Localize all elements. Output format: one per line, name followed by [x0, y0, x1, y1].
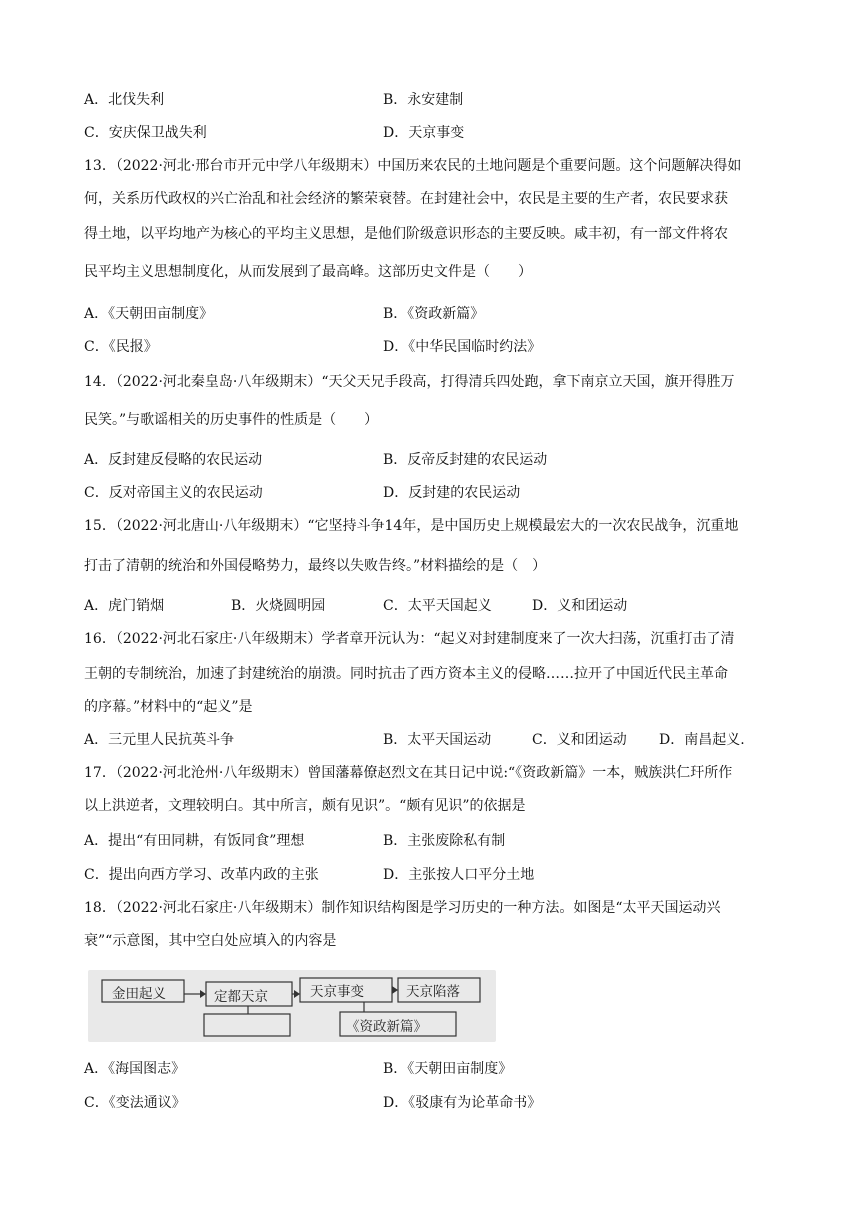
- q16-option-d[interactable]: D．南昌起义.: [659, 732, 745, 748]
- q17-stem-line-1: 17．（2022·河北沧州·八年级期末）曾国藩幕僚赵烈文在其日记中说:“《资政新篇》一本，贼族洪仁玕所作: [84, 765, 733, 781]
- q12-option-d[interactable]: D．天京事变: [383, 125, 465, 141]
- q13-option-b[interactable]: B．《资政新篇》: [383, 306, 485, 322]
- diagram-blank-box: [204, 1014, 290, 1036]
- q16-option-a[interactable]: A．三元里人民抗英斗争: [84, 732, 235, 748]
- q12-option-a[interactable]: A．北伐失利: [84, 92, 165, 108]
- q12-option-c[interactable]: C．安庆保卫战失利: [84, 125, 207, 141]
- q17-stem-line-2: 以上洪逆者，文理较明白。其中所言，颇有见识”。“颇有见识”的依据是: [84, 798, 526, 814]
- q16-option-b[interactable]: B．太平天国运动: [383, 732, 492, 748]
- q14-option-c[interactable]: C．反对帝国主义的农民运动: [84, 485, 263, 501]
- diagram-label-zizheng: 《资政新篇》: [346, 1019, 427, 1035]
- q17-options-row-2: [84, 865, 784, 885]
- q14-options-row-1: [84, 450, 784, 470]
- diagram-arrowhead-2: [294, 990, 300, 998]
- q14-option-d[interactable]: D．反封建的农民运动: [383, 485, 521, 501]
- q15-option-b[interactable]: B．火烧圆明园: [231, 598, 326, 614]
- q17-option-a[interactable]: A．提出“有田同耕，有饭同食”理想: [84, 833, 305, 849]
- diagram-label-dingdu: 定都天京: [214, 989, 268, 1005]
- q17-option-d[interactable]: D．主张按人口平分土地: [383, 867, 535, 883]
- q13-options-row-1: [84, 304, 784, 324]
- q13-option-a[interactable]: A．《天朝田亩制度》: [84, 306, 214, 322]
- q15-option-c[interactable]: C．太平天国起义: [383, 598, 492, 614]
- q14-options-row-2: [84, 483, 784, 503]
- q16-options-row: [84, 730, 784, 750]
- diagram-label-jintian: 金田起义: [112, 986, 166, 1002]
- q18-option-b[interactable]: B．《天朝田亩制度》: [383, 1061, 513, 1077]
- q12-options-row-2: [84, 123, 784, 143]
- q13-stem-line-2: 何，关系历代政权的兴亡治乱和社会经济的繁荣衰替。在封建社会中，农民是主要的生产者，农民要求获: [84, 191, 728, 207]
- q13-options-row-2: [84, 337, 784, 357]
- diagram-label-shibian: 天京事变: [310, 984, 364, 1000]
- diagram-label-xianluo: 天京陷落: [406, 984, 460, 1000]
- q15-option-d[interactable]: D．义和团运动: [532, 598, 628, 614]
- q13-stem-line-1: 13．（2022·河北·邢台市开元中学八年级期末）中国历来农民的土地问题是个重要问题。这个问题解决得如: [84, 158, 742, 174]
- q18-option-d[interactable]: D．《驳康有为论革命书》: [383, 1095, 542, 1111]
- q18-options-row-2: [84, 1093, 784, 1113]
- q12-options-row-1: [84, 90, 784, 110]
- q15-stem-line-1: 15．（2022·河北唐山·八年级期末）“它坚持斗争14年，是中国历史上规模最宏大的一次农民战争，沉重地: [84, 518, 739, 534]
- q16-stem-line-3: 的序幕。”材料中的“起义”是: [84, 699, 253, 715]
- q15-options-row: [84, 596, 784, 616]
- q18-option-c[interactable]: C．《变法通议》: [84, 1095, 186, 1111]
- q17-option-c[interactable]: C．提出向西方学习、改革内政的主张: [84, 867, 319, 883]
- q17-option-b[interactable]: B．主张废除私有制: [383, 833, 506, 849]
- q16-stem-line-2: 王朝的专制统治，加速了封建统治的崩溃。同时抗击了西方资本主义的侵略……拉开了中国近代民主革命: [84, 666, 728, 682]
- diagram-arrowhead-3: [392, 986, 398, 994]
- q13-stem-line-4: 民平均主义思想制度化，从而发展到了最高峰。这部历史文件是（ ）: [84, 264, 532, 280]
- q14-stem-line-1: 14．（2022·河北秦皇岛·八年级期末）“天父天兄手段高，打得清兵四处跑，拿下南京立天国，旗开得胜万: [84, 374, 735, 390]
- q13-stem-line-3: 得土地，以平均地产为核心的平均主义思想，是他们阶级意识形态的主要反映。咸丰初，有一部文件将农: [84, 226, 728, 242]
- q15-stem-line-2: 打击了清朝的统治和外国侵略势力，最终以失败告终。”材料描绘的是（ ）: [84, 558, 547, 574]
- q14-stem-line-2: 民笑。”与歌谣相关的历史事件的性质是（ ）: [84, 412, 379, 428]
- knowledge-structure-diagram: [88, 970, 496, 1042]
- q15-option-a[interactable]: A．虎门销烟: [84, 598, 165, 614]
- q18-stem-line-1: 18．（2022·河北石家庄·八年级期末）制作知识结构图是学习历史的一种方法。如图是“太平天国运动兴: [84, 900, 721, 916]
- q16-option-c[interactable]: C．义和团运动: [532, 732, 627, 748]
- q13-option-c[interactable]: C．《民报》: [84, 339, 158, 355]
- q18-option-a[interactable]: A．《海国图志》: [84, 1061, 186, 1077]
- q17-options-row-1: [84, 831, 784, 851]
- diagram-arrowhead-1: [200, 990, 206, 998]
- q13-option-d[interactable]: D．《中华民国临时约法》: [383, 339, 542, 355]
- q16-stem-line-1: 16．（2022·河北石家庄·八年级期末）学者章开沅认为：“起义对封建制度来了一次大扫荡，沉重打击了清: [84, 631, 735, 647]
- q12-option-b[interactable]: B．永安建制: [383, 92, 464, 108]
- q14-option-b[interactable]: B．反帝反封建的农民运动: [383, 452, 548, 468]
- q18-stem-line-2: 衰”“示意图，其中空白处应填入的内容是: [84, 933, 337, 949]
- q14-option-a[interactable]: A．反封建反侵略的农民运动: [84, 452, 263, 468]
- q18-options-row-1: [84, 1059, 784, 1079]
